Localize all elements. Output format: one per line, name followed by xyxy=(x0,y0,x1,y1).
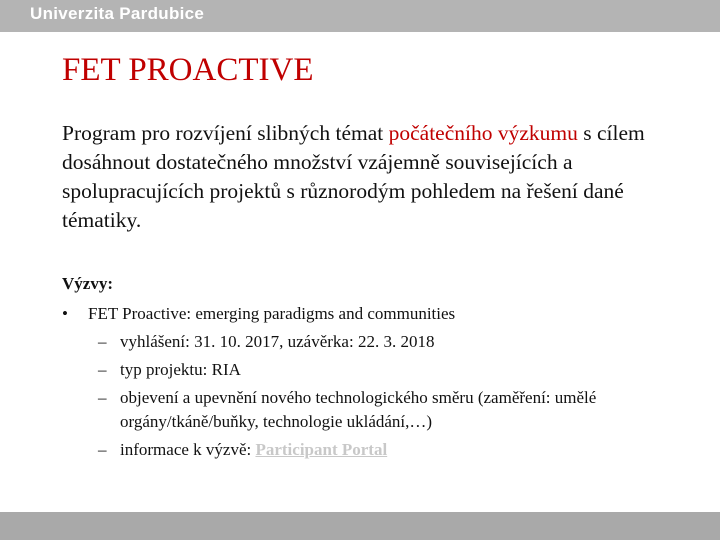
bullet-text: FET Proactive: emerging paradigms and communities xyxy=(88,304,456,323)
participant-portal-link[interactable]: Participant Portal xyxy=(255,440,388,459)
intro-text-end: s cílem dosáhnout dostatečného množství vzájemně souvisejících a spolupracujících projektů s různorodým pohledem na řešení dané tématiky. xyxy=(62,121,645,232)
dash-icon: – xyxy=(98,440,107,459)
intro-highlight: počátečního výzkumu xyxy=(388,121,578,145)
slide-title: FET PROACTIVE xyxy=(62,52,314,88)
sub-item-text: typ projektu: RIA xyxy=(120,360,241,379)
sub-item-focus xyxy=(62,386,682,434)
intro-paragraph xyxy=(62,119,672,235)
sub-list xyxy=(62,330,682,462)
sub-item-info xyxy=(62,438,682,462)
sub-item-info-prefix: informace k výzvě: xyxy=(120,440,256,459)
bullet-item xyxy=(62,302,682,326)
university-logo: Univerzita Pardubice xyxy=(30,4,205,23)
bullet-icon: • xyxy=(62,304,68,323)
header-bar xyxy=(0,0,720,32)
sub-item-project-type xyxy=(62,358,682,382)
challenges-heading: Výzvy: xyxy=(62,274,113,293)
challenges-section xyxy=(62,272,682,466)
dash-icon: – xyxy=(98,388,107,407)
footer-bar xyxy=(0,512,720,540)
sub-item-deadline xyxy=(62,330,682,354)
intro-text-start: Program pro rozvíjení slibných témat xyxy=(62,121,389,145)
dash-icon: – xyxy=(98,360,107,379)
dash-icon: – xyxy=(98,332,107,351)
sub-item-text: objevení a upevnění nového technologického směru (zaměření: umělé orgány/tkáně/buňky, technologie ukládání,…) xyxy=(120,388,597,431)
sub-item-text: vyhlášení: 31. 10. 2017, uzávěrka: 22. 3. 2018 xyxy=(120,332,435,351)
